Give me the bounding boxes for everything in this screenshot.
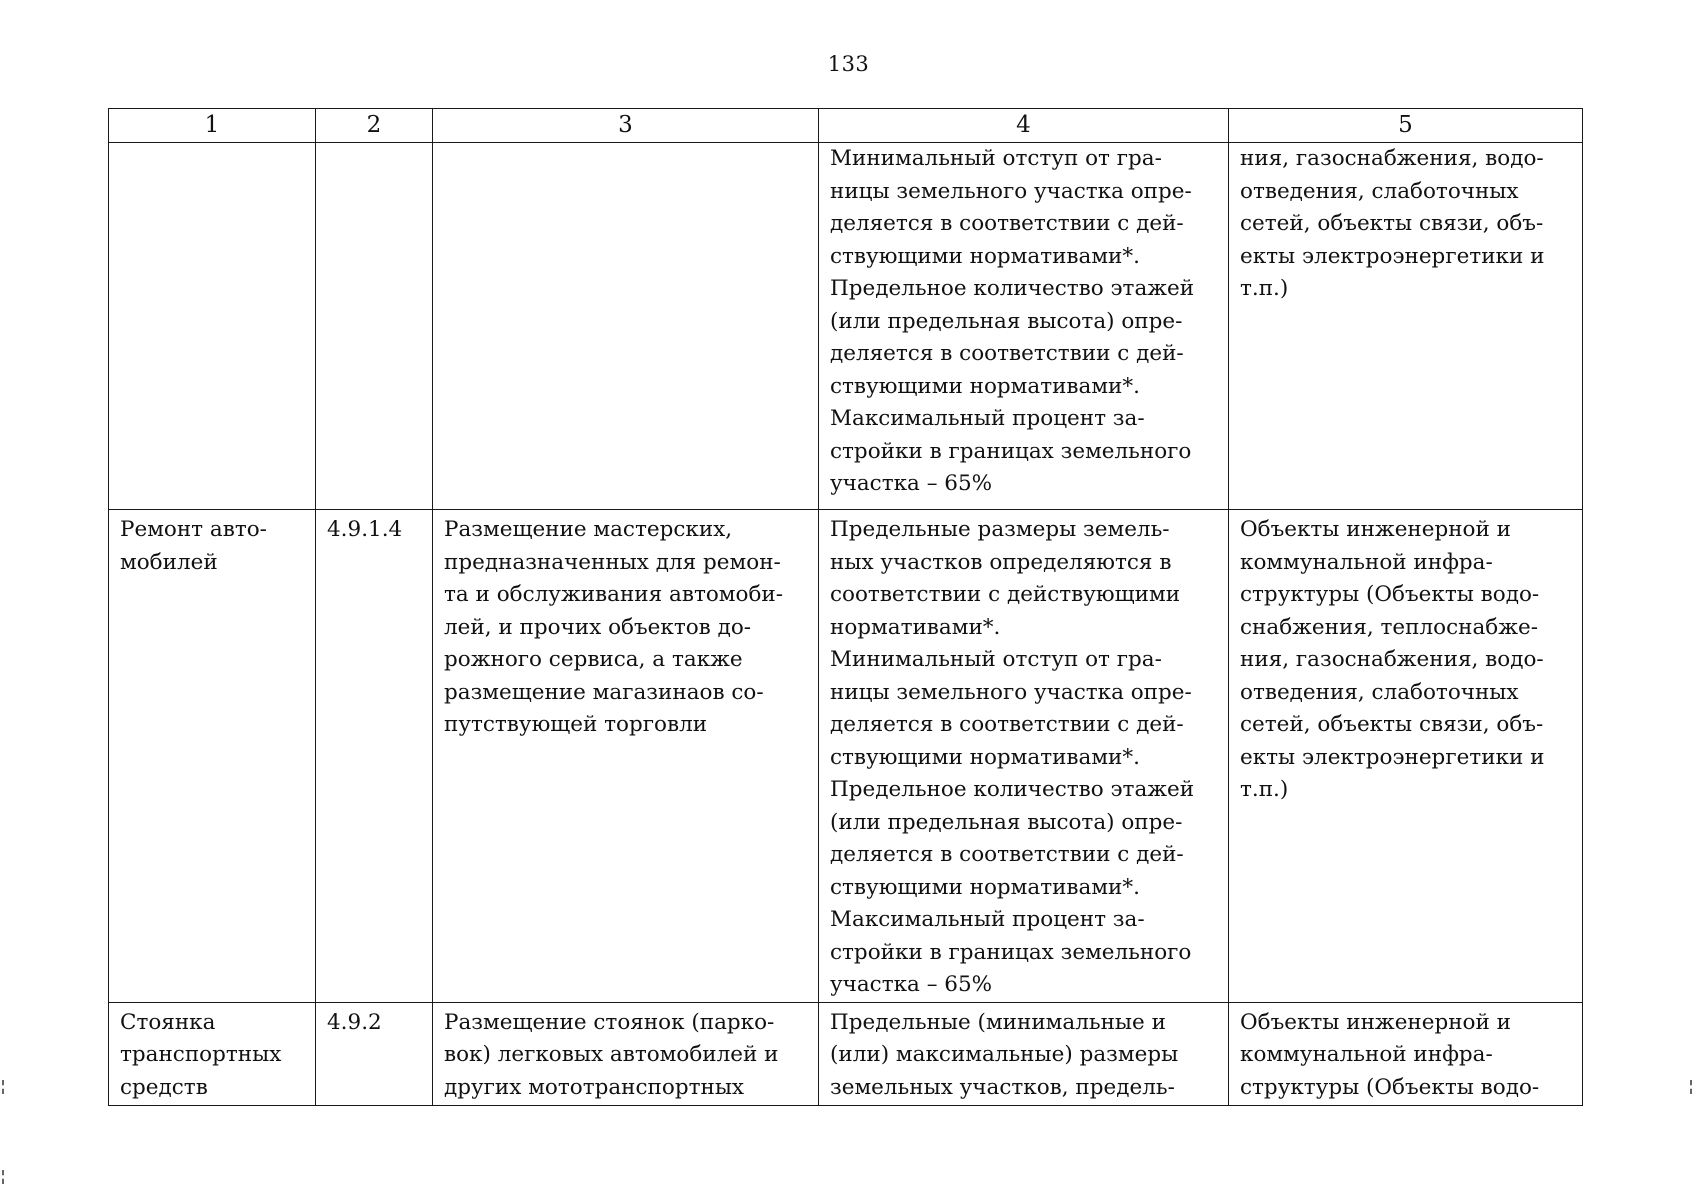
cell-text-line: предназначенных для ремон- (444, 549, 781, 575)
cell-text-line: ния, газоснабжения, водо- (1240, 146, 1544, 171)
cell-parameters (819, 143, 1229, 510)
cell-text-line: деляется в соответствии с дей- (830, 341, 1184, 366)
cell-text-line: Минимальный отступ от гра- (830, 146, 1162, 171)
cell-code (316, 143, 433, 510)
cell-text-line: снабжения, теплоснабже- (1240, 614, 1538, 640)
cell-text-line: та и обслуживания автомоби- (444, 582, 784, 607)
cell-text-line: нормативами*. (830, 614, 1001, 640)
cell-text-line: вок) легковых автомобилей и (444, 1042, 779, 1067)
cell-text-line: ствующими нормативами*. (830, 373, 1140, 399)
cell-text-line: отведения, слаботочных (1240, 178, 1519, 204)
cell-text-line: екты электроэнергетики и (1240, 243, 1545, 269)
cell-text-line: Предельные размеры земель- (830, 517, 1170, 542)
cell-text-line: земельных участков, предель- (830, 1074, 1175, 1100)
cell-text-line: Объекты инженерной и (1240, 517, 1511, 542)
table-row (109, 143, 1583, 510)
cell-text-line: (или) максимальные) размеры (830, 1042, 1179, 1067)
cell-code (316, 510, 433, 1003)
cell-text-line: сетей, объекты связи, объ- (1240, 712, 1544, 737)
cell-text-line: Минимальный отступ от гра- (830, 647, 1162, 672)
cell-text-line: Предельное количество этажей (830, 777, 1195, 802)
cell-text-line: деляется в соответствии с дей- (830, 211, 1184, 236)
cell-text-line: транспортных (120, 1042, 282, 1067)
column-header-5: 5 (1229, 109, 1583, 143)
cell-parameters (819, 1002, 1229, 1105)
cell-text-line: отведения, слаботочных (1240, 679, 1519, 705)
cell-text-line: т.п.) (1240, 777, 1289, 802)
cell-text-line: (или предельная высота) опре- (830, 809, 1183, 835)
cell-auxiliary (1229, 1002, 1583, 1105)
cell-name (109, 1002, 316, 1105)
column-header-4: 4 (819, 109, 1229, 143)
cell-text-line: 4.9.1.4 (327, 517, 403, 542)
cell-text-line: ствующими нормативами*. (830, 243, 1140, 269)
cell-text-line: Максимальный процент за- (830, 406, 1145, 431)
cell-text-line: Максимальный процент за- (830, 907, 1145, 932)
scan-edge-mark (2, 1170, 6, 1184)
column-header-2: 2 (316, 109, 433, 143)
cell-text-line: коммунальной инфра- (1240, 549, 1493, 575)
cell-description (433, 1002, 819, 1105)
cell-text-line: ных участков определяются в (830, 549, 1172, 575)
cell-text-line: других мототранспортных (444, 1074, 745, 1100)
cell-text-line: Размещение стоянок (парко- (444, 1009, 775, 1035)
scan-edge-mark (2, 1080, 6, 1094)
cell-text-line: участка – 65% (830, 972, 993, 997)
cell-text-line: ния, газоснабжения, водо- (1240, 647, 1544, 672)
cell-text-line: (или предельная высота) опре- (830, 308, 1183, 334)
cell-auxiliary (1229, 143, 1583, 510)
page-number: 133 (827, 52, 870, 76)
cell-text-line: ствующими нормативами*. (830, 874, 1140, 900)
table-header-row (109, 109, 1583, 143)
cell-text-line: т.п.) (1240, 276, 1289, 301)
cell-text-line: путствующей торговли (444, 712, 708, 737)
cell-text-line: структуры (Объекты водо- (1240, 582, 1540, 607)
cell-text-line: Предельные (минимальные и (830, 1009, 1166, 1035)
cell-text-line: структуры (Объекты водо- (1240, 1074, 1540, 1100)
cell-text-line: ствующими нормативами*. (830, 744, 1140, 770)
cell-text-line: лей, и прочих объектов до- (444, 614, 752, 640)
cell-text-line: стройки в границах земельного (830, 438, 1192, 464)
cell-text-line: размещение магазинаов со- (444, 679, 764, 705)
cell-code (316, 1002, 433, 1105)
cell-auxiliary (1229, 510, 1583, 1003)
land-use-table (108, 108, 1583, 1106)
cell-text-line: екты электроэнергетики и (1240, 744, 1545, 770)
cell-text-line: деляется в соответствии с дей- (830, 712, 1184, 737)
cell-text-line: Объекты инженерной и (1240, 1009, 1511, 1035)
cell-text-line: ницы земельного участка опре- (830, 679, 1192, 705)
cell-text-line: Стоянка (120, 1009, 216, 1035)
cell-text-line: ницы земельного участка опре- (830, 178, 1192, 204)
column-header-1: 1 (109, 109, 316, 143)
cell-text-line: средств (120, 1074, 208, 1100)
cell-text-line: Размещение мастерских, (444, 517, 733, 542)
table-row (109, 510, 1583, 1003)
cell-text-line: сетей, объекты связи, объ- (1240, 211, 1544, 236)
cell-description (433, 143, 819, 510)
cell-text-line: коммунальной инфра- (1240, 1042, 1493, 1067)
cell-text-line: Ремонт авто- (120, 517, 267, 542)
cell-parameters (819, 510, 1229, 1003)
cell-text-line: участка – 65% (830, 471, 993, 496)
cell-text-line: соответствии с действующими (830, 582, 1181, 607)
cell-text-line: рожного сервиса, а также (444, 647, 743, 672)
scan-edge-mark (1690, 1080, 1694, 1094)
cell-description (433, 510, 819, 1003)
cell-name (109, 143, 316, 510)
table-row (109, 1002, 1583, 1105)
cell-text-line: Предельное количество этажей (830, 276, 1195, 301)
cell-name (109, 510, 316, 1003)
cell-text-line: стройки в границах земельного (830, 939, 1192, 965)
cell-text-line: мобилей (120, 549, 218, 575)
cell-text-line: деляется в соответствии с дей- (830, 842, 1184, 867)
column-header-3: 3 (433, 109, 819, 143)
cell-text-line: 4.9.2 (327, 1009, 382, 1035)
